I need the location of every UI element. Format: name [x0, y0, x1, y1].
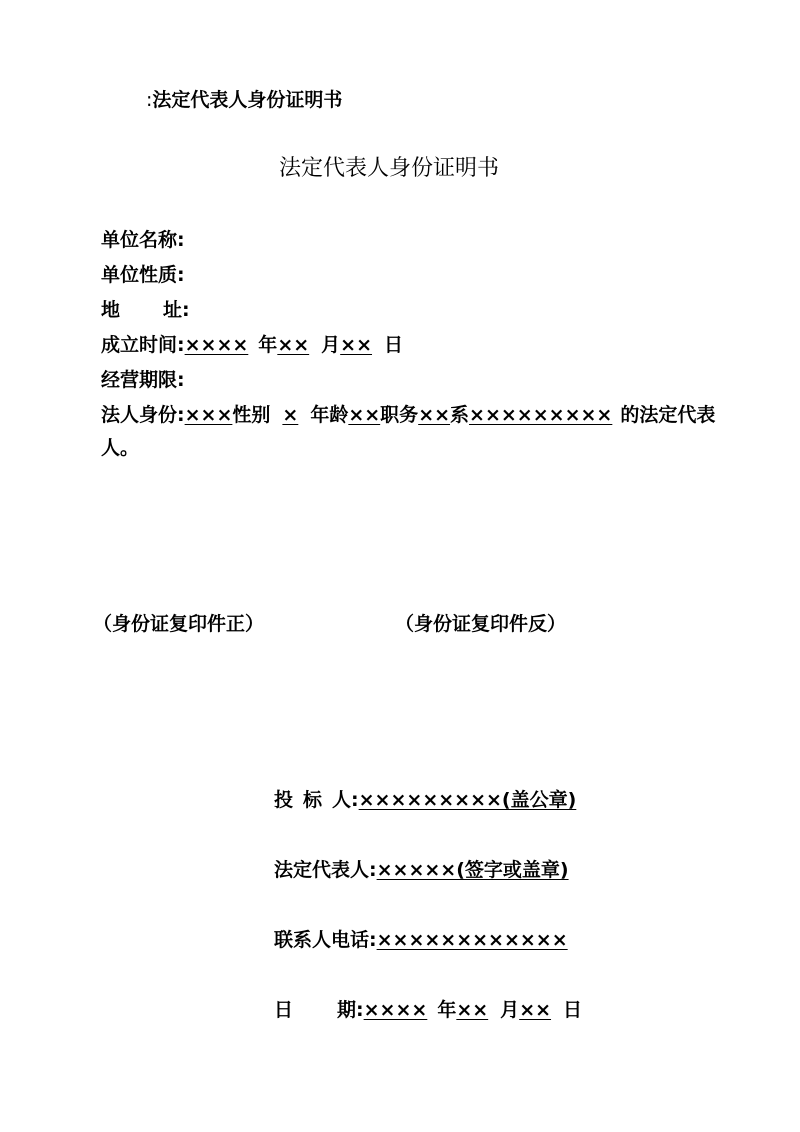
document-header: [146, 88, 342, 112]
position-value: ××: [418, 404, 451, 426]
bidder-value: ×××××××××(盖公章): [358, 789, 577, 811]
contact-phone-label: 联系人电话:: [274, 929, 377, 951]
unit-name-label: 单位名称:: [101, 229, 185, 251]
established-date-row: [101, 333, 403, 357]
legal-person-suffix: 的法定代表: [620, 404, 716, 426]
business-term-label: 经营期限:: [101, 369, 185, 391]
legal-person-suffix-line2: 人。: [101, 437, 140, 459]
gender-value: ×: [282, 404, 299, 426]
bidder-label-char-2: 标: [303, 789, 323, 811]
bidder-label-char-1: 投: [274, 789, 294, 811]
day-char: 日: [384, 334, 404, 356]
address-label-char-1: 地: [101, 299, 121, 321]
page-title: 法定代表人身份证明书: [279, 156, 500, 181]
sign-date-day: ××: [519, 999, 552, 1021]
sign-date-month: ××: [456, 999, 489, 1021]
bidder-row: [274, 788, 576, 812]
sign-date-label-char-1: 日: [274, 999, 294, 1021]
established-day: ××: [340, 334, 373, 356]
header-prefix: :: [146, 89, 153, 111]
legal-person-row: [101, 403, 715, 427]
age-label: 年龄: [310, 404, 349, 426]
unit-nature-label: 单位性质:: [101, 264, 185, 286]
position-label: 职务: [380, 404, 419, 426]
address-label-char-2: 址:: [163, 299, 190, 321]
sign-year-char: 年: [437, 999, 457, 1021]
of-label: 系: [450, 404, 470, 426]
sign-day-char: 日: [563, 999, 583, 1021]
company-value: ×××××××××: [469, 404, 613, 426]
header-title: 法定代表人身份证明书: [152, 89, 343, 111]
sign-date-row: [274, 998, 582, 1022]
id-copy-back: （身份证复印件反）: [395, 613, 567, 635]
address-label: [101, 298, 190, 322]
legal-rep-label: 法定代表人:: [274, 859, 377, 881]
contact-phone-row: [274, 928, 568, 952]
legal-person-name: ×××: [184, 404, 233, 426]
established-year: ××××: [184, 334, 249, 356]
legal-rep-value: ×××××(签字或盖章): [376, 859, 569, 881]
legal-person-label: 法人身份:: [101, 404, 185, 426]
gender-label: 性别: [232, 404, 271, 426]
contact-phone-value: ××××××××××××: [376, 929, 568, 951]
established-label: 成立时间:: [101, 334, 185, 356]
sign-date-label-char-2: 期:: [337, 999, 364, 1021]
bidder-label-char-3: 人:: [332, 789, 359, 811]
sign-month-char: 月: [500, 999, 520, 1021]
established-month: ××: [277, 334, 310, 356]
age-value: ××: [348, 404, 381, 426]
id-copy-front: （身份证复印件正）: [93, 613, 265, 635]
sign-date-year: ××××: [363, 999, 428, 1021]
month-char: 月: [321, 334, 341, 356]
legal-rep-row: [274, 858, 569, 882]
year-char: 年: [258, 334, 278, 356]
